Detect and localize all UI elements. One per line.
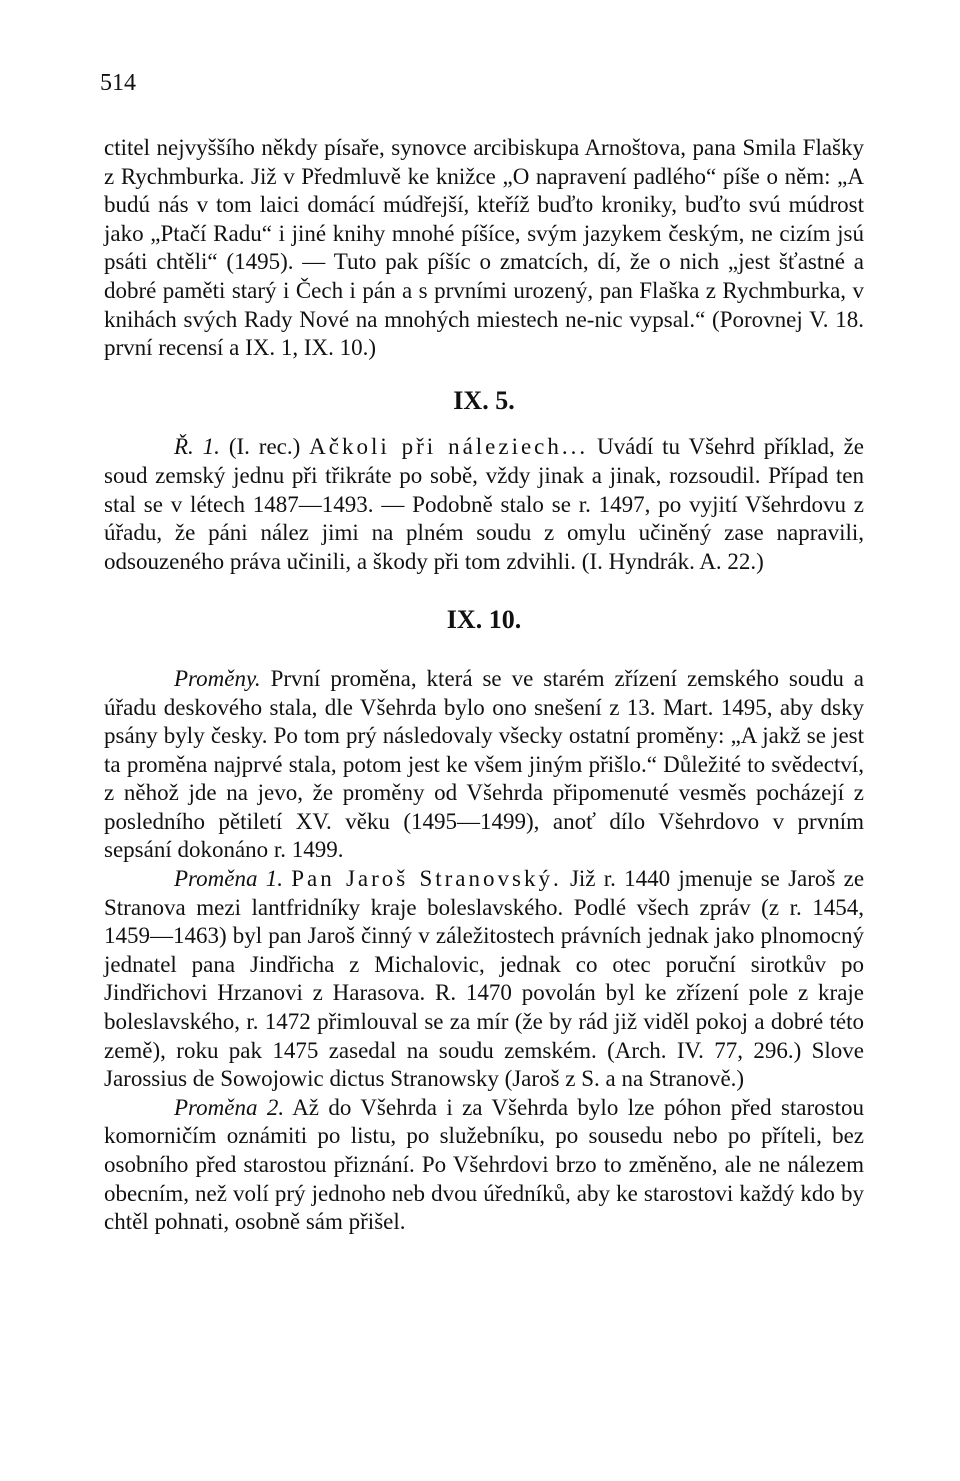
intro-paragraph: ctitel nejvyššího někdy písaře, synovce arcibiskupa Arnoštova, pana Smila Flašky z Rychmburka. Již v Předmluvě ke knižce „O napravení padlého“ píše o něm: „A budú nás v tom laici domácí múdřejší, kteříž buďto kroniky, buďto svú múdrost jako „Ptačí Radu“ i jiné knihy mnohé píšíce, svým jazykem českým, ne cizím jsú psáti chtěli“ (1495). — Tuto pak píšíc o zmatcích, dí, že o nich „jest šťastné a dobré paměti starý i Čech i pán a s prvními urozený, pan Flaška z Rychmburka, v knihách svých Rady Nové na mnohých miestech ne-nic vypsal.“ (Porovnej V. 18. první recensí a IX. 1, IX. 10.) [104,135,864,361]
paragraph-label: Proměna 1. [174,866,283,892]
paragraph-text: Až do Všehrda i za Všehrda bylo lze póhon před starostou komorničím oznámiti po listu, po služebníku, po sousedu nebo po příteli, bez osobního před starostou přiznání. Po Všehrdovi brzo to změněno, ale ne nálezem obecním, než volí prý jednoho neb dvou úředníků, aby ke starostovi každý kdo by chtěl pohnati, osobně sám přišel. [104,1094,865,1235]
section-heading-ix-5: IX. 5. [453,385,515,415]
paragraph-promena-2 [104,1094,864,1237]
paragraph-promena-1 [104,865,864,1094]
paragraph-label: Proměny. [174,665,261,691]
paragraph-text: Uvádí tu Všehrd příklad, že soud zemský jednu při třikráte po sobě, vždy jinak a jinak, rozsoudil. Případ ten stal se v létech 1487—1493. — Podobně stalo se r. 1497, po vyjití Všehrdovu z úřadu, že páni nález jimi na plném soudu z omylu učiněný zase napravili, odsouzeného práva učinili, a škody při tom zdvihli. (I. Hyndrák. A. 22.) [104,434,865,574]
person-name: Pan Jaroš Stranovský. [291,866,562,892]
section-heading-ix-10: IX. 10. [446,605,522,635]
quoted-incipit: Ačkoli při náleziech... [309,434,589,460]
paragraph-r1 [104,433,864,576]
page-number: 514 [100,70,136,96]
recension-note: (I. rec.) [228,434,301,460]
paragraph-text: Již r. 1440 jmenuje se Jaroš ze Stranova mezi lantfridníky kraje boleslavského. Podlé všech zpráv (z r. 1454, 1459—1463) byl pan Jaroš činný v záležitostech právních jednak jako plnomocný jednatel pana Jindřicha z Michalovic, jednak co otec poruční sirotkův po Jindřichovi Hrzanovi z Harasova. R. 1470 povolán byl ke zřízení pole z kraje boleslavského, r. 1472 přimlouval se za mír (že by rád již viděl pokoj a dobré této země), roku pak 1475 zasedal na soudu zemském. (Arch. IV. 77, 296.) Slove Jarossius de Sowojowic dictus Stranowsky (Jaroš z S. a na Stranově.) [104,866,865,1092]
paragraph-promeny [104,665,864,865]
paragraph-label: Ř. 1. [174,434,220,460]
paragraph-label: Proměna 2. [174,1094,285,1120]
page-body [104,134,864,1237]
paragraph-text: První proměna, která se ve starém zřízení zemského soudu a úřadu deskového stala, dle Všehrda bylo ono snešení z 13. Mart. 1495, aby dsky psány byly česky. Po tom prý následovaly všecky ostatní proměny: „A jakž se jest ta proměna najprvé stala, potom jest ke všem jiným přišlo.“ Důležité to svědectví, z něhož jde na jevo, že proměny od Všehrda připomenuté vesměs pocházejí z posledního pětiletí XV. věku (1495—1499), anoť dílo Všehrdovo v prvním sepsání dokonáno r. 1499. [104,665,865,863]
